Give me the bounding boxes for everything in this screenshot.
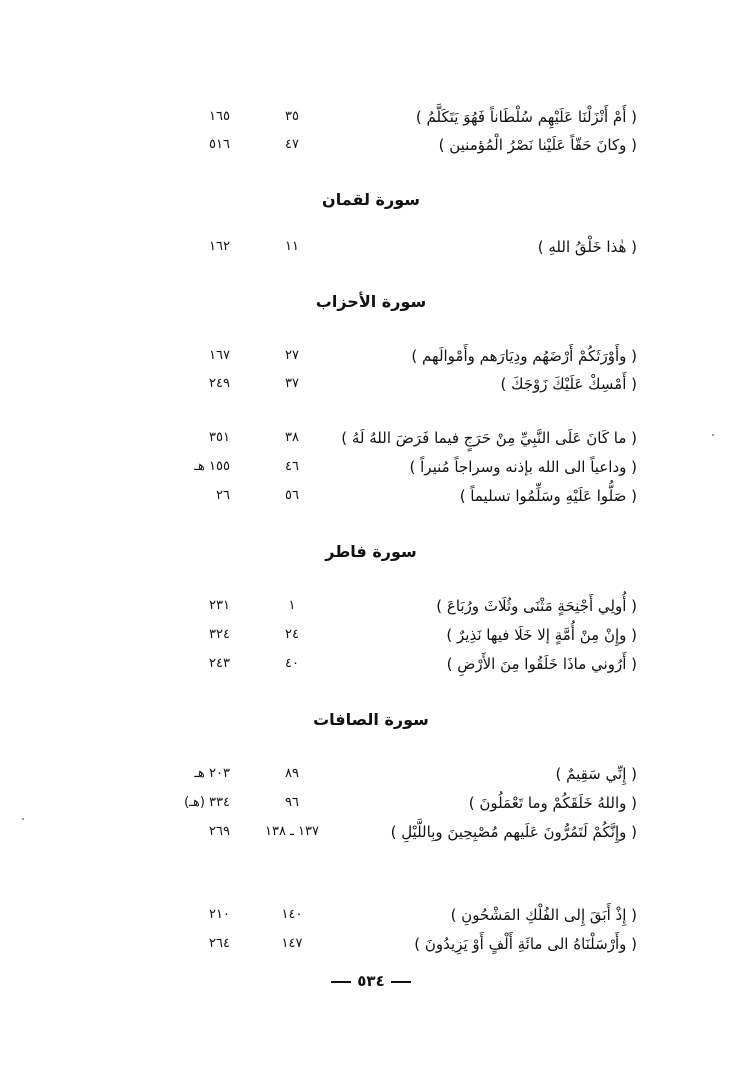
list-item	[0, 424, 742, 452]
verse-text: ( وداعياً الى الله بإذنه وسراجاً مُنيراً )	[409, 458, 637, 476]
list-item	[0, 621, 742, 649]
ayah-number: ٨٩	[285, 766, 299, 781]
page-reference: ٣٥١	[209, 430, 230, 445]
surah-heading: سورة الأحزاب	[315, 292, 427, 311]
verse-text: ( وإِنَّكُمْ لَتَمُرُّونَ عَلَيهم مُصْبِحِينَ وبِاللَّيْلِ )	[390, 823, 637, 841]
verse-text: ( صَلُّوا عَلَيْهِ وسَلِّمُوا تسليماً )	[459, 487, 637, 505]
ayah-number: ٢٧	[285, 348, 299, 363]
page-reference: ٢٤٩	[209, 376, 230, 391]
list-item	[0, 453, 742, 481]
surah-heading: سورة الصافات	[313, 710, 429, 729]
verse-text: ( وأَوْرَثَكُمْ أَرْضَهُم ودِيَارَهم وأَمْوالَهم )	[411, 347, 637, 365]
page-reference: ٢٦	[216, 488, 230, 503]
verse-text: ( أَمْ أَنْزَلْنَا عَلَيْهِم سُلْطَاناً فَهُوَ يَتَكَلَّمُ )	[415, 108, 637, 126]
page-reference: ١٥٥ هـ	[194, 459, 230, 474]
ayah-number: ٤٧	[285, 137, 299, 152]
ayah-number: ٣٥	[285, 109, 299, 124]
verse-text: ( وأَرْسَلْنَاهُ الى مائَةِ أَلْفٍ أَوْ يَزِيدُونَ )	[414, 935, 637, 953]
page-reference: ٢١٠	[209, 907, 230, 922]
page-number-text: ٥٣٤	[357, 972, 385, 990]
divider	[391, 981, 411, 983]
verse-text: ( وإِنْ مِنْ أُمَّةٍ إلا خَلَا فيها نَذِيرٌ )	[446, 626, 637, 644]
ayah-number: ٥٦	[285, 488, 299, 503]
verse-text: ( هٰذا خَلْقُ اللهِ )	[537, 238, 637, 256]
list-item	[0, 342, 742, 370]
scan-speck	[22, 818, 24, 820]
list-item	[0, 650, 742, 678]
ayah-number: ١١	[285, 239, 299, 254]
ayah-number: ١٤٧	[281, 936, 303, 951]
page-reference: ٢٦٤	[209, 936, 230, 951]
ayah-number: ٣٧	[285, 376, 299, 391]
list-item	[0, 131, 742, 159]
verse-text: ( ما كَانَ عَلَى النَّبِيِّ مِنْ حَرَجٍ فيما فَرَضَ اللهُ لَهُ )	[341, 429, 637, 447]
ayah-number: ٣٨	[285, 430, 299, 445]
page-reference: ١٦٥	[209, 109, 230, 124]
page-reference: ١٦٧	[209, 348, 230, 363]
verse-text: ( أُولِي أَجْنِحَةٍ مَثْنَى وثُلَاثَ ورُبَاعَ )	[436, 597, 637, 615]
ayah-number: ١٣٧ ـ ١٣٨	[265, 824, 319, 839]
page-reference: ٢٦٩	[209, 824, 230, 839]
verse-text: ( أَرُوني ماذَا خَلَقُوا مِنَ الأَرْضِ )	[446, 655, 637, 673]
page-number	[0, 968, 742, 994]
ayah-number: ٩٦	[285, 795, 299, 810]
divider	[331, 981, 351, 983]
list-item	[0, 592, 742, 620]
list-item	[0, 930, 742, 958]
list-item	[0, 789, 742, 817]
page-reference: ٢٣١	[209, 598, 230, 613]
verse-text: ( وكانَ حَقّاً عَلَيْنا نَصْرُ الْمُؤمنين )	[438, 136, 637, 154]
verse-text: ( واللهُ خَلَقَكُمْ وما تَعْمَلُونَ )	[468, 794, 637, 812]
ayah-number: ١	[288, 598, 296, 613]
list-item	[0, 818, 742, 846]
list-item	[0, 482, 742, 510]
scan-speck	[712, 434, 714, 436]
page-reference: ٢٠٣ هـ	[194, 766, 230, 781]
verse-text: ( أَمْسِكْ عَلَيْكَ زَوْجَكَ )	[500, 375, 637, 393]
ayah-number: ١٤٠	[281, 907, 303, 922]
page-reference: ٣٢٤	[209, 627, 230, 642]
page-reference: ٣٣٤ (هـ)	[184, 795, 230, 810]
page-reference: ٢٤٣	[209, 656, 230, 671]
page-reference: ١٦٢	[209, 239, 230, 254]
list-item	[0, 103, 742, 131]
list-item	[0, 901, 742, 929]
surah-heading: سورة فاطر	[325, 542, 417, 561]
page-reference: ٥١٦	[209, 137, 230, 152]
verse-text: ( إِذْ أَبَقَ إِلى الفُلْكِ المَشْحُونِ )	[450, 906, 637, 924]
ayah-number: ٤٦	[285, 459, 299, 474]
ayah-number: ٢٤	[285, 627, 299, 642]
list-item	[0, 760, 742, 788]
list-item	[0, 370, 742, 398]
verse-text: ( إِنِّي سَقِيمٌ )	[555, 765, 637, 783]
surah-heading: سورة لقمان	[322, 190, 420, 209]
ayah-number: ٤٠	[285, 656, 299, 671]
list-item	[0, 233, 742, 261]
